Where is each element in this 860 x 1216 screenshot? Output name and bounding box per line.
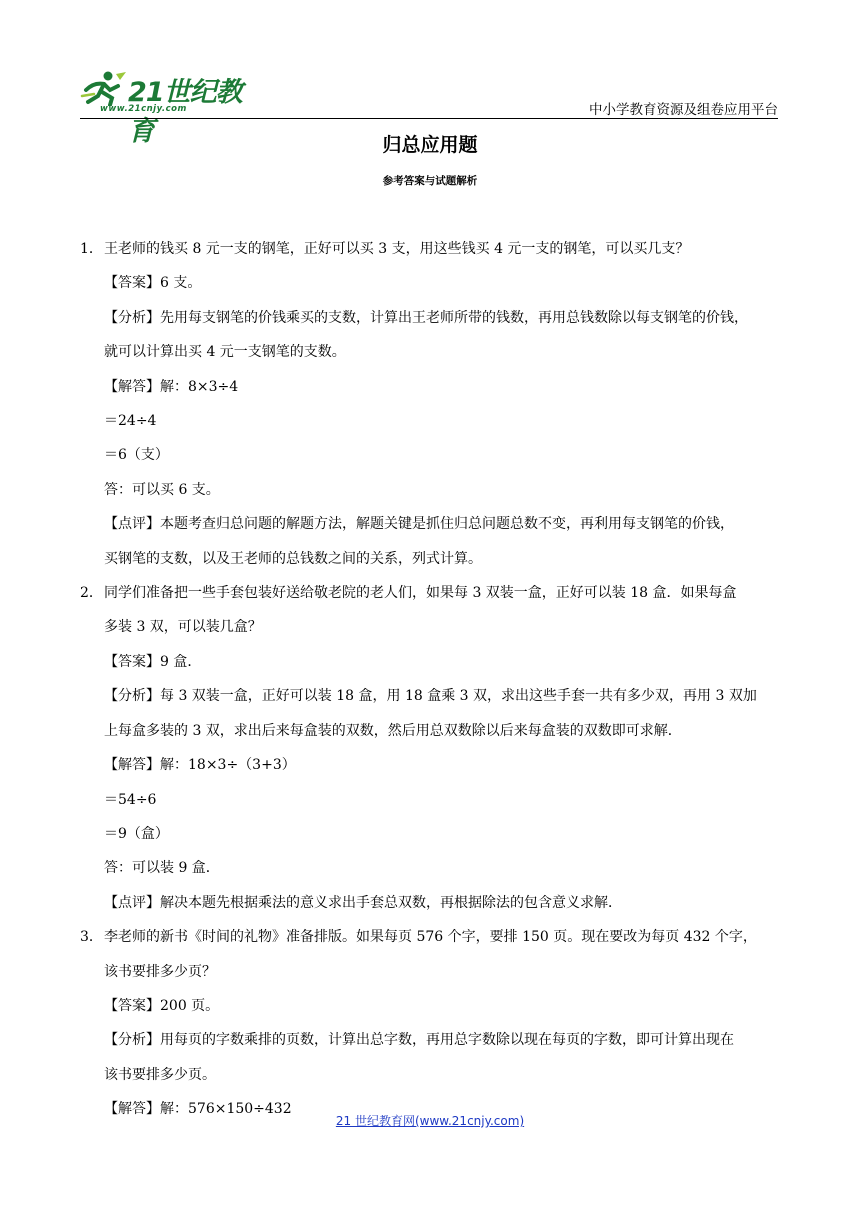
header-divider [80, 118, 778, 119]
solution-line: 【解答】解：576×150÷432 [104, 1101, 292, 1118]
logo-url: www.21cnjy.com [100, 104, 187, 114]
question-text: 李老师的新书《时间的礼物》准备排版。如果每页 576 个字，要排 150 页。现在要改为每页 432 个字， [104, 929, 757, 946]
page-subtitle: 参考答案与试题解析 [382, 175, 478, 187]
comment: 【点评】解决本题先根据乘法的意义求出手套总双数，再根据除法的包含意义求解． [104, 894, 622, 911]
analysis-continued: 上每盒多装的 3 双，求出后来每盒装的双数，然后用总双数除以后来每盒装的双数即可求解． [104, 722, 682, 739]
solution-line: ＝54÷6 [104, 791, 157, 808]
question-text: 王老师的钱买 8 元一支的钢笔，正好可以买 3 支，用这些钱买 4 元一支的钢笔，可以买几支？ [104, 241, 690, 257]
answer: 【答案】6 支。 [104, 275, 202, 292]
analysis: 【分析】每 3 双装一盒，正好可以装 18 盒，用 18 盒乘 3 双，求出这些手套一共有多少双，再用 3 双加 [104, 688, 757, 705]
question-text-continued: 该书要排多少页？ [104, 963, 216, 980]
analysis: 【分析】用每页的字数乘排的页数，计算出总字数，再用总字数除以现在每页的字数，即可计算出现在 [104, 1032, 734, 1049]
solution-line: ＝6（支） [104, 447, 169, 464]
question-text: 同学们准备把一些手套包装好送给敬老院的老人们，如果每 3 双装一盒，正好可以装 18 盒．如果每盒 [104, 585, 737, 602]
question-1 [80, 232, 778, 266]
question-3 [80, 920, 778, 954]
analysis-continued: 就可以计算出买 4 元一支钢笔的支数。 [104, 344, 346, 361]
answer: 【答案】200 页。 [104, 997, 220, 1014]
solution-line: 【解答】解：8×3÷4 [104, 378, 239, 395]
analysis-continued: 该书要排多少页。 [104, 1066, 216, 1083]
comment-continued: 买钢笔的支数，以及王老师的总钱数之间的关系，列式计算。 [104, 550, 482, 567]
analysis [80, 301, 778, 335]
question-number: 3． [80, 929, 103, 946]
solution-line: 【解答】解：18×3÷（3+3） [104, 757, 296, 774]
question-text-continued: 多装 3 双，可以装几盒？ [104, 619, 262, 636]
analysis-line: 【分析】先用每支钢笔的价钱乘买的支数，计算出王老师所带的钱数，再用总钱数除以每支钢笔的价钱， [104, 309, 748, 326]
logo [80, 66, 260, 147]
reply: 答：可以买 6 支。 [104, 481, 220, 498]
page-title: 归总应用题 [382, 134, 478, 156]
logo-text: 21世纪教育 [128, 77, 242, 147]
solution-line: ＝9（盒） [104, 825, 169, 842]
answer: 【答案】9 盒． [104, 653, 202, 670]
runner-logo-icon [80, 70, 130, 106]
reply: 答：可以装 9 盒． [104, 860, 220, 877]
comment: 【点评】本题考查归总问题的解题方法，解题关键是抓住归总问题总数不变，再利用每支钢笔的价钱， [104, 516, 734, 533]
platform-name: 中小学教育资源及组卷应用平台 [589, 102, 778, 118]
document-body [80, 232, 778, 1127]
question-number: 1． [80, 241, 103, 257]
footer-link[interactable]: 21 世纪教育网(www.21cnjy.com) [335, 1114, 525, 1128]
solution-line: ＝24÷4 [104, 413, 157, 430]
question-2 [80, 576, 778, 610]
question-number: 2． [80, 585, 103, 602]
